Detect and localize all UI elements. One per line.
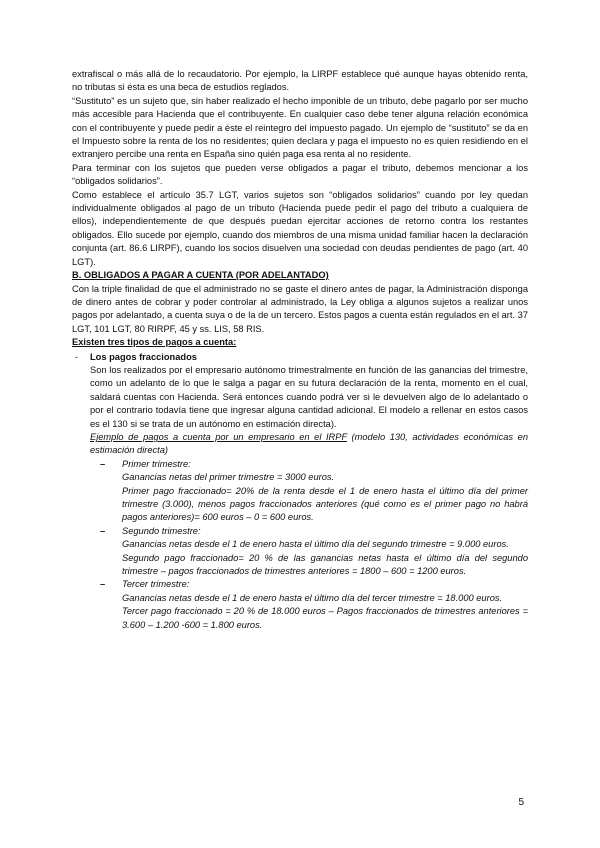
- quarter-second: [72, 525, 528, 579]
- quarter-dash: –: [100, 525, 106, 536]
- list-item-title: Los pagos fraccionados: [90, 351, 197, 362]
- quarter-line: Tercer pago fraccionado = 20 % de 18.000 euros – Pagos fraccionados de trimestres anteriores = 3.600 – 1.200 -600 = 1.800 euros.: [122, 606, 528, 630]
- quarter-label: Segundo trimestre:: [122, 525, 201, 536]
- paragraph-extrafiscal: extrafiscal o más allá de lo recaudatorio. Por ejemplo, la LIRPF establece qué aunque hayas obtenido renta, no tributas si ésta es una beca de estudios reglados.: [72, 69, 528, 93]
- heading-tres-tipos: Existen tres tipos de pagos a cuenta:: [72, 337, 237, 348]
- paragraph-sustituto: “Sustituto” es un sujeto que, sin haber realizado el hecho imponible de un tributo, debe pagarlo por ser mucho más accesible para Hacienda que el contribuyente. En cualquier caso debe tener alguna relación económica con el contribuyente y puede pedir a éste el reintegro del impuesto pagado. Un ejemplo de “sustituto” se da en el Impuesto sobre la renta de los no residentes; quien declara y paga el impuesto no es quien residiendo en el extranjero percibe una renta en España sino quién paga esa renta al no residente.: [72, 95, 528, 160]
- list-item-pagos-fraccionados: [72, 351, 528, 458]
- quarter-label: Tercer trimestre:: [122, 579, 190, 590]
- paragraph-pagos-a-cuenta: Con la triple finalidad de que el administrado no se gaste el dinero antes de pagar, la Administración disponga de dinero antes de cobrar y poder controlar al administrado, la Ley obliga a algunos sujetos a realizar unos pagos por adelantado, a cuenta suya o de la de un tercero. Estos pagos a cuenta están regulados en el art. 37 LGT, 101 LGT, 80 RIRPF, 45 y ss. LIS, 58 RIS.: [72, 283, 528, 334]
- quarter-line: Segundo pago fraccionado= 20 % de las ganancias netas hasta el último día del segundo trimestre – pagos fraccionados de trimestres anteriores = 1800 – 600 = 1200 euros.: [122, 552, 528, 577]
- quarter-line: Ganancias netas desde el 1 de enero hasta el último día del segundo trimestre = 9.000 euros.: [122, 539, 509, 550]
- quarter-first: [72, 458, 528, 525]
- list-dash: -: [75, 351, 79, 362]
- quarter-line: Ganancias netas del primer trimestre = 3000 euros.: [122, 472, 335, 483]
- example-title-underlined: Ejemplo de pagos a cuenta por un empresario en el IRPF: [90, 431, 347, 442]
- section-heading-b: B. OBLIGADOS A PAGAR A CUENTA (POR ADELANTADO): [72, 270, 329, 281]
- paragraph-obligados-intro: Para terminar con los sujetos que pueden verse obligados a pagar el tributo, debemos mencionar a los “obligados solidarios”.: [72, 162, 528, 187]
- quarter-dash: –: [100, 458, 106, 469]
- page-number: 5: [518, 797, 524, 808]
- paragraph-obligados-solidarios: Como establece el artículo 35.7 LGT, varios sujetos son “obligados solidarios” cuando por ley quedan individualmente obligados al pago de un tributo (Hacienda puede pedir el pago del tributo a cualquiera de ellos), independientemente de que después puedan ejercitar acciones de retorno contra los restantes obligados. Ello sucede por ejemplo, cuando dos miembros de una misma unidad familiar hacen la declaración conjunta (art. 86.6 LIRPF), cuando los socios disuelven una sociedad con deudas pendientes de pago (art. 40 LGT).: [72, 189, 528, 267]
- quarter-line: Ganancias netas desde el 1 de enero hasta el último día del tercer trimestre = 18.000 euros.: [122, 592, 503, 603]
- document-page: [72, 68, 528, 632]
- example-title: [90, 431, 528, 458]
- quarter-third: [72, 578, 528, 632]
- example-title-rest: (modelo 130, actividades económicas en estimación directa): [90, 431, 528, 456]
- quarter-line: Primer pago fraccionado= 20% de la renta desde el 1 de enero hasta el último día del primer trimestre (3.000), menos pagos fraccionados anteriores (qué como es el primer pago no habrá pagos anteriores)= 600 euros – 0 = 600 euros.: [122, 485, 528, 523]
- list-item-text: Son los realizados por el empresario autónomo trimestralmente en función de las ganancias del trimestre, como un adelanto de lo que le salga a pagar en su futura declaración de la renta, momento en el cual, saldará cuentas con Hacienda. Será entonces cuando podrá ver si le devuelven algo de lo adelantado o por el contrario todavía tiene que ingresar alguna cantidad adicional. El modelo a rellenar en estos casos es el 130 si se trata de un autónomo en estimación directa).: [90, 364, 528, 429]
- quarter-label: Primer trimestre:: [122, 458, 191, 469]
- quarter-dash: –: [100, 579, 106, 590]
